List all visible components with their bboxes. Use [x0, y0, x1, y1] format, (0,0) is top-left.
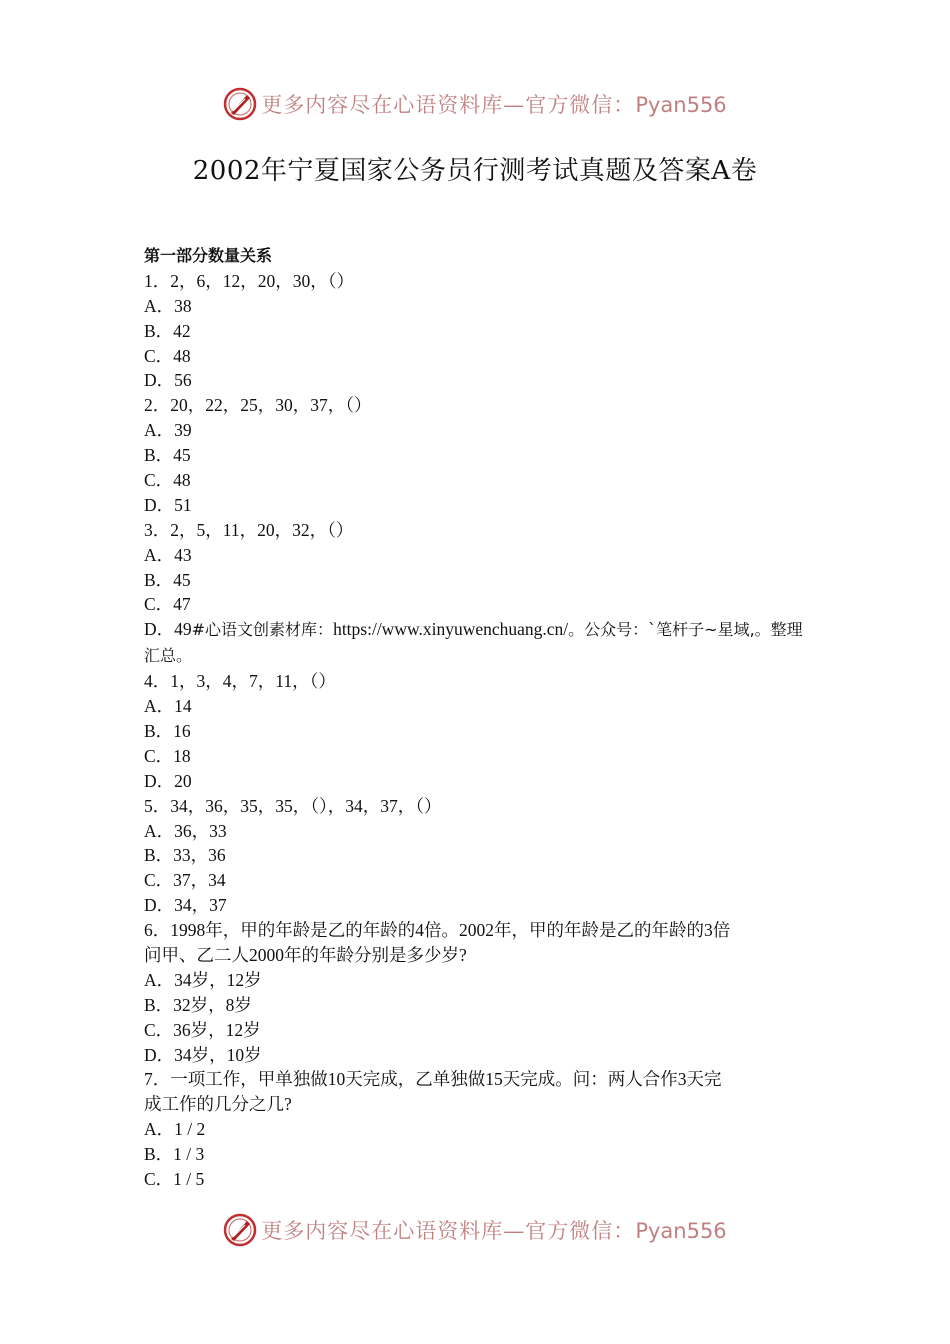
- option-line: A．34岁，12岁: [144, 969, 262, 990]
- option-line: B．1 / 3: [144, 1144, 205, 1165]
- quill-logo-icon: [223, 87, 257, 121]
- option-line: D．20: [144, 770, 192, 791]
- question-line: 6．1998年，甲的年龄是乙的年龄的4倍。2002年，甲的年龄是乙的年龄的3倍: [144, 920, 731, 941]
- option-line: B．45: [144, 445, 191, 466]
- watermark-url[interactable]: https://www.xinyuwenchuang.cn/: [333, 619, 569, 640]
- option-line: D．51: [144, 494, 192, 515]
- section-heading: 第一部分数量关系: [144, 246, 273, 265]
- option-line: C．48: [144, 345, 191, 366]
- option-line: C．47: [144, 594, 191, 615]
- question-line: 1．2，6，12，20，30，（）: [144, 270, 354, 291]
- option-line: C．36岁，12岁: [144, 1019, 261, 1040]
- question-line: 7．一项工作，甲单独做10天完成，乙单独做15天完成。问：两人合作3天完: [144, 1069, 722, 1090]
- option-line: A．38: [144, 295, 192, 316]
- option-line: B．16: [144, 720, 191, 741]
- option-line: D．56: [144, 370, 192, 391]
- header-banner: [0, 84, 950, 124]
- question-line-cont: 成工作的几分之几?: [144, 1094, 292, 1115]
- question-line-cont: 问甲、乙二人2000年的年龄分别是多少岁?: [144, 944, 467, 965]
- option-line: B．45: [144, 569, 191, 590]
- document-title: 2002年宁夏国家公务员行测考试真题及答案A卷: [192, 156, 758, 186]
- option-line-with-note: [144, 617, 816, 669]
- option-line: A．36，33: [144, 820, 227, 841]
- option-line: B．33，36: [144, 845, 226, 866]
- question-line: 2．20，22，25，30，37，（）: [144, 395, 372, 416]
- option-line: D．34，37: [144, 895, 227, 916]
- wechat-account: Pyan556: [635, 1219, 727, 1243]
- option-line: C．48: [144, 470, 191, 491]
- option-line: D．34岁，10岁: [144, 1044, 262, 1065]
- wechat-account: Pyan556: [635, 93, 727, 117]
- option-line: A．1 / 2: [144, 1119, 206, 1140]
- option-line: C．1 / 5: [144, 1168, 205, 1189]
- banner-text: 更多内容尽在心语资料库—官方微信：Pyan556: [261, 93, 727, 117]
- option-line: A．14: [144, 696, 192, 717]
- question-line: 5．34，36，35，35，（），34，37，（）: [144, 795, 442, 816]
- option-line: A．43: [144, 544, 192, 565]
- question-line: 4．1，3，4，7，11，（）: [144, 671, 336, 692]
- option-line: C．37，34: [144, 870, 226, 891]
- watermark-suffix: 。公众号：`笔杆子~星域,。整理汇总。: [144, 620, 803, 666]
- option-text: D．49: [144, 619, 192, 640]
- question-line: 3．2，5，11，20，32，（）: [144, 519, 354, 540]
- option-line: B．32岁，8岁: [144, 994, 252, 1015]
- footer-banner: [0, 1210, 950, 1250]
- document-body: [144, 244, 816, 1192]
- option-line: B．42: [144, 320, 191, 341]
- option-line: C．18: [144, 745, 191, 766]
- watermark-note: #心语文创素材库：: [191, 620, 334, 640]
- quill-logo-icon: [223, 1213, 257, 1247]
- banner-text: 更多内容尽在心语资料库—官方微信：Pyan556: [261, 1219, 727, 1243]
- option-line: A．39: [144, 420, 192, 441]
